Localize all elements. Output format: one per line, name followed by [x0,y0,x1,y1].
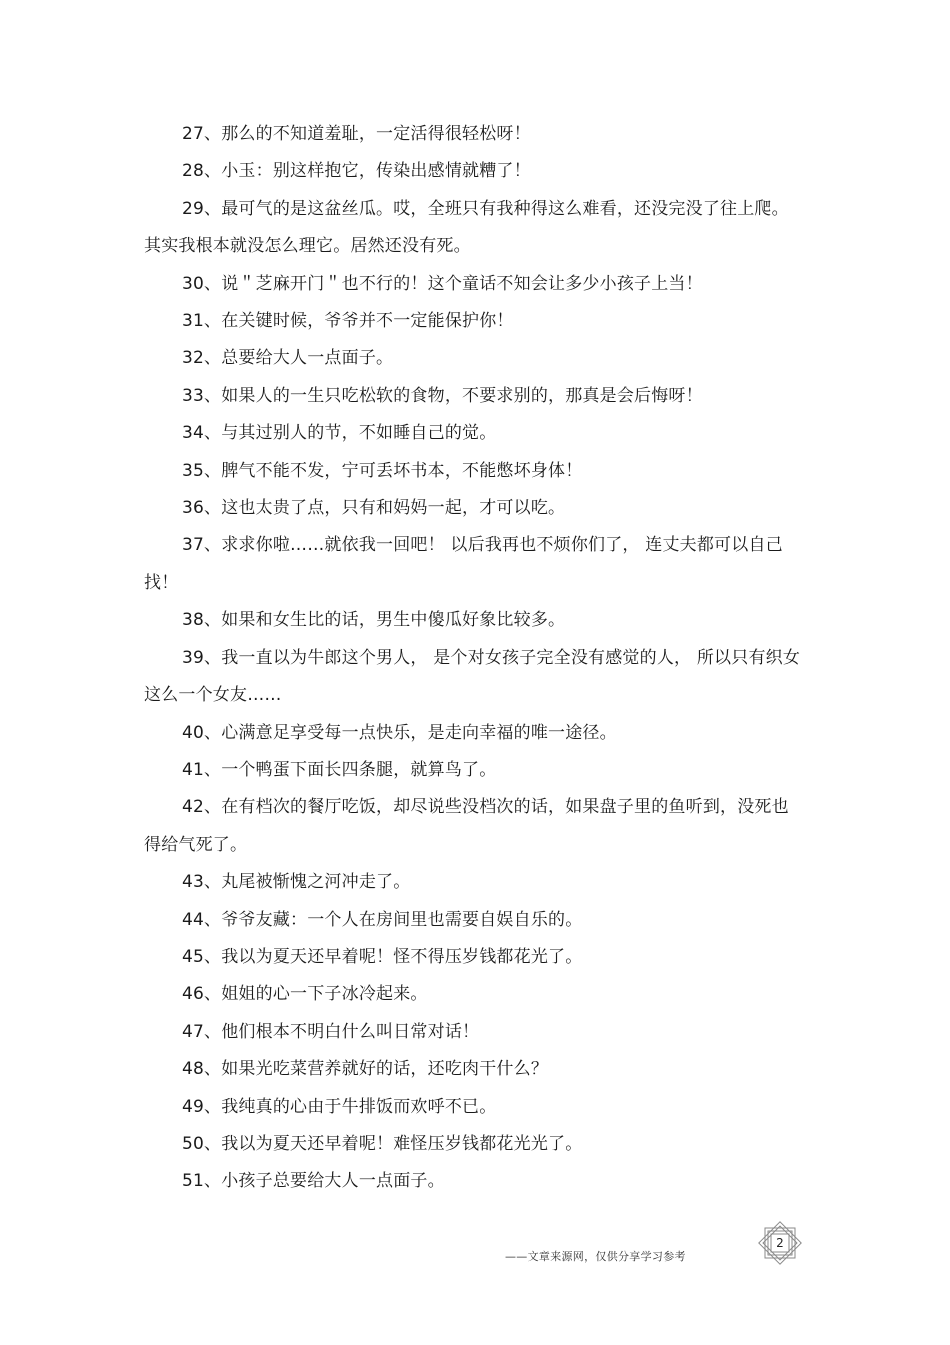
paragraph: 31、在关键时候，爷爷并不一定能保护你！ [182,311,514,332]
paragraph: 37、求求你啦……就依我一回吧！ 以后我再也不烦你们了， 连丈夫都可以自己找！ [144,535,783,593]
paragraph: 44、爷爷友藏：一个人在房间里也需要自娱自乐的。 [182,909,583,930]
paragraph: 27、那么的不知道羞耻，一定活得很轻松呀！ [182,124,531,144]
paragraph: 36、这也太贵了点，只有和妈妈一起，才可以吃。 [182,498,566,519]
paragraph: 39、我一直以为牛郎这个男人， 是个对女孩子完全没有感觉的人， 所以只有织女这么一个女友…… [144,647,801,706]
paragraph: 51、小孩子总要给大人一点面子。 [182,1171,445,1192]
paragraph: 45、我以为夏天还早着呢！怪不得压岁钱都花光了。 [182,946,583,967]
page-number: 2 [776,1236,784,1250]
paragraph: 34、与其过别人的节，不如睡自己的觉。 [182,423,497,444]
paragraph: 41、一个鸭蛋下面长四条腿，就算鸟了。 [182,759,497,780]
paragraph: 48、如果光吃菜营养就好的话，还吃肉干什么？ [182,1059,549,1080]
paragraph: 28、小玉：别这样抱它，传染出感情就糟了！ [182,161,531,182]
paragraph: 32、总要给大人一点面子。 [182,348,394,369]
paragraph: 50、我以为夏天还早着呢！难怪压岁钱都花光光了。 [182,1133,583,1154]
paragraph: 30、说＂芝麻开门＂也不行的！这个童话不知会让多少小孩子上当！ [182,273,703,294]
paragraph: 47、他们根本不明白什么叫日常对话！ [182,1021,480,1042]
paragraph: 40、心满意足享受每一点快乐，是走向幸福的唯一途径。 [182,722,617,743]
paragraph: 49、我纯真的心由于牛排饭而欢呼不已。 [182,1096,497,1117]
paragraph: 43、丸尾被惭愧之河冲走了。 [182,872,411,893]
paragraph: 33、如果人的一生只吃松软的食物，不要求别的，那真是会后悔呀！ [182,385,703,406]
paragraph: 46、姐姐的心一下子冰冷起来。 [182,984,428,1005]
document-body [144,116,804,1201]
footer-source-note: ——文章来源网，仅供分享学习参考 [505,1250,686,1263]
paragraph: 29、最可气的是这盆丝瓜。哎，全班只有我种得这么难看，还没完没了往上爬。其实我根本就没怎么理它。居然还没有死。 [144,198,789,257]
paragraph: 38、如果和女生比的话，男生中傻瓜好象比较多。 [182,610,566,631]
paragraph: 35、脾气不能不发，宁可丢坏书本，不能憋坏身体！ [182,460,583,481]
paragraph: 42、在有档次的餐厅吃饭，却尽说些没档次的话，如果盘子里的鱼听到，没死也得给气死了。 [144,797,789,855]
